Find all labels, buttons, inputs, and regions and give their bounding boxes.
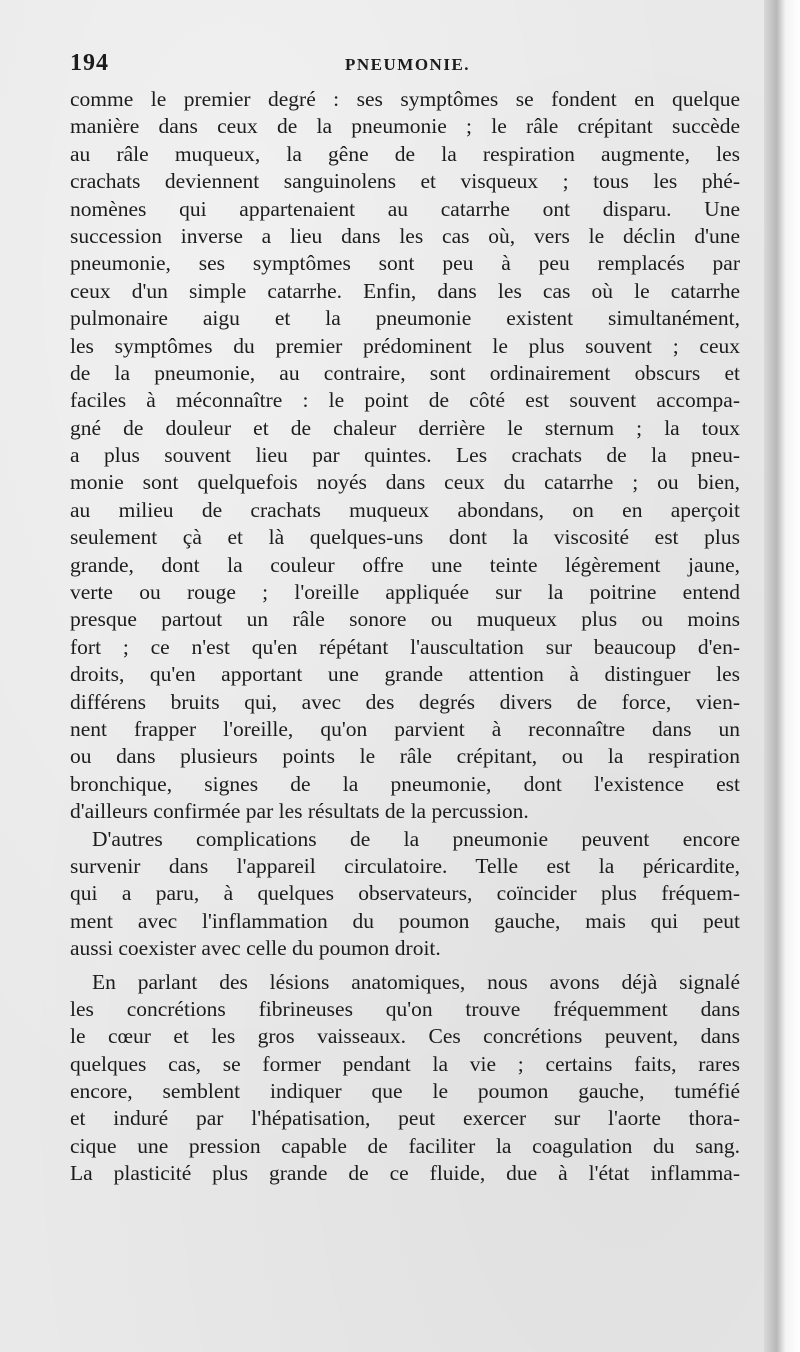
text-line: seulement çà et là quelques-uns dont la viscosité est plus: [70, 525, 740, 550]
text-line: En parlant des lésions anatomiques, nous avons déjà signalé: [92, 969, 740, 994]
text-line: grande, dont la couleur offre une teinte légèrement jaune,: [70, 552, 740, 577]
text-line: manière dans ceux de la pneumonie ; le râle crépitant succède: [70, 114, 740, 139]
page-edge-shadow: [764, 0, 800, 1352]
text-line: au râle muqueux, la gêne de la respiration augmente, les: [70, 141, 740, 166]
text-line: bronchique, signes de la pneumonie, dont l'existence est: [70, 771, 740, 796]
text-line: encore, semblent indiquer que le poumon gauche, tuméfié: [70, 1079, 740, 1104]
text-line: le cœur et les gros vaisseaux. Ces concrétions peuvent, dans: [70, 1024, 740, 1049]
running-head: [70, 50, 738, 80]
text-line: au milieu de crachats muqueux abondans, on en aperçoit: [70, 497, 740, 522]
text-line: fort ; ce n'est qu'en répétant l'auscultation sur beaucoup d'en-: [70, 634, 740, 659]
running-title: PNEUMONIE.: [345, 55, 471, 74]
text-line: crachats deviennent sanguinolens et visqueux ; tous les phé-: [70, 169, 740, 194]
text-line: succession inverse a lieu dans les cas où, vers le déclin d'une: [70, 223, 740, 248]
paragraph: [70, 826, 740, 963]
text-line: ou dans plusieurs points le râle crépitant, ou la respiration: [70, 744, 740, 769]
text-line: D'autres complications de la pneumonie peuvent encore: [92, 826, 740, 851]
text-line: presque partout un râle sonore ou muqueux plus ou moins: [70, 607, 740, 632]
text-line: et induré par l'hépatisation, peut exercer sur l'aorte thora-: [70, 1106, 740, 1131]
text-line: faciles à méconnaître : le point de côté est souvent accompa-: [70, 388, 740, 413]
text-line: aussi coexister avec celle du poumon droit.: [70, 936, 441, 961]
text-line: comme le premier degré : ses symptômes se fondent en quelque: [70, 87, 740, 111]
page-number: 194: [70, 50, 109, 76]
text-line: différens bruits qui, avec des degrés divers de force, vien-: [70, 689, 740, 714]
text-line: ceux d'un simple catarrhe. Enfin, dans les cas où le catarrhe: [70, 278, 740, 303]
text-line: pneumonie, ses symptômes sont peu à peu remplacés par: [70, 251, 740, 276]
text-line: survenir dans l'appareil circulatoire. Telle est la péricardite,: [70, 853, 740, 878]
text-line: verte ou rouge ; l'oreille appliquée sur la poitrine entend: [70, 580, 740, 605]
text-line: ment avec l'inflammation du poumon gauche, mais qui peut: [70, 908, 740, 933]
text-line: a plus souvent lieu par quintes. Les crachats de la pneu-: [70, 443, 740, 468]
text-line: droits, qu'en apportant une grande attention à distinguer les: [70, 662, 740, 687]
text-line: les concrétions fibrineuses qu'on trouve fréquemment dans: [70, 996, 740, 1021]
body-text: [70, 86, 740, 1188]
text-line: monie sont quelquefois noyés dans ceux du catarrhe ; ou bien,: [70, 470, 740, 495]
text-line: cique une pression capable de faciliter la coagulation du sang.: [70, 1133, 740, 1158]
text-line: nomènes qui appartenaient au catarrhe ont disparu. Une: [70, 196, 740, 221]
paragraph: [70, 86, 740, 826]
text-line: de la pneumonie, au contraire, sont ordinairement obscurs et: [70, 360, 740, 385]
text-line: pulmonaire aigu et la pneumonie existent simultanément,: [70, 306, 740, 331]
paragraph: [70, 969, 740, 1188]
text-line: qui a paru, à quelques observateurs, coïncider plus fréquem-: [70, 881, 740, 906]
text-line: nent frapper l'oreille, qu'on parvient à reconnaître dans un: [70, 716, 740, 741]
text-line: La plasticité plus grande de ce fluide, due à l'état inflamma-: [70, 1161, 740, 1186]
text-line: d'ailleurs confirmée par les résultats de la percussion.: [70, 799, 529, 824]
text-line: quelques cas, se former pendant la vie ; certains faits, rares: [70, 1051, 740, 1076]
text-line: les symptômes du premier prédominent le plus souvent ; ceux: [70, 333, 740, 358]
text-line: gné de douleur et de chaleur derrière le sternum ; la toux: [70, 415, 740, 440]
